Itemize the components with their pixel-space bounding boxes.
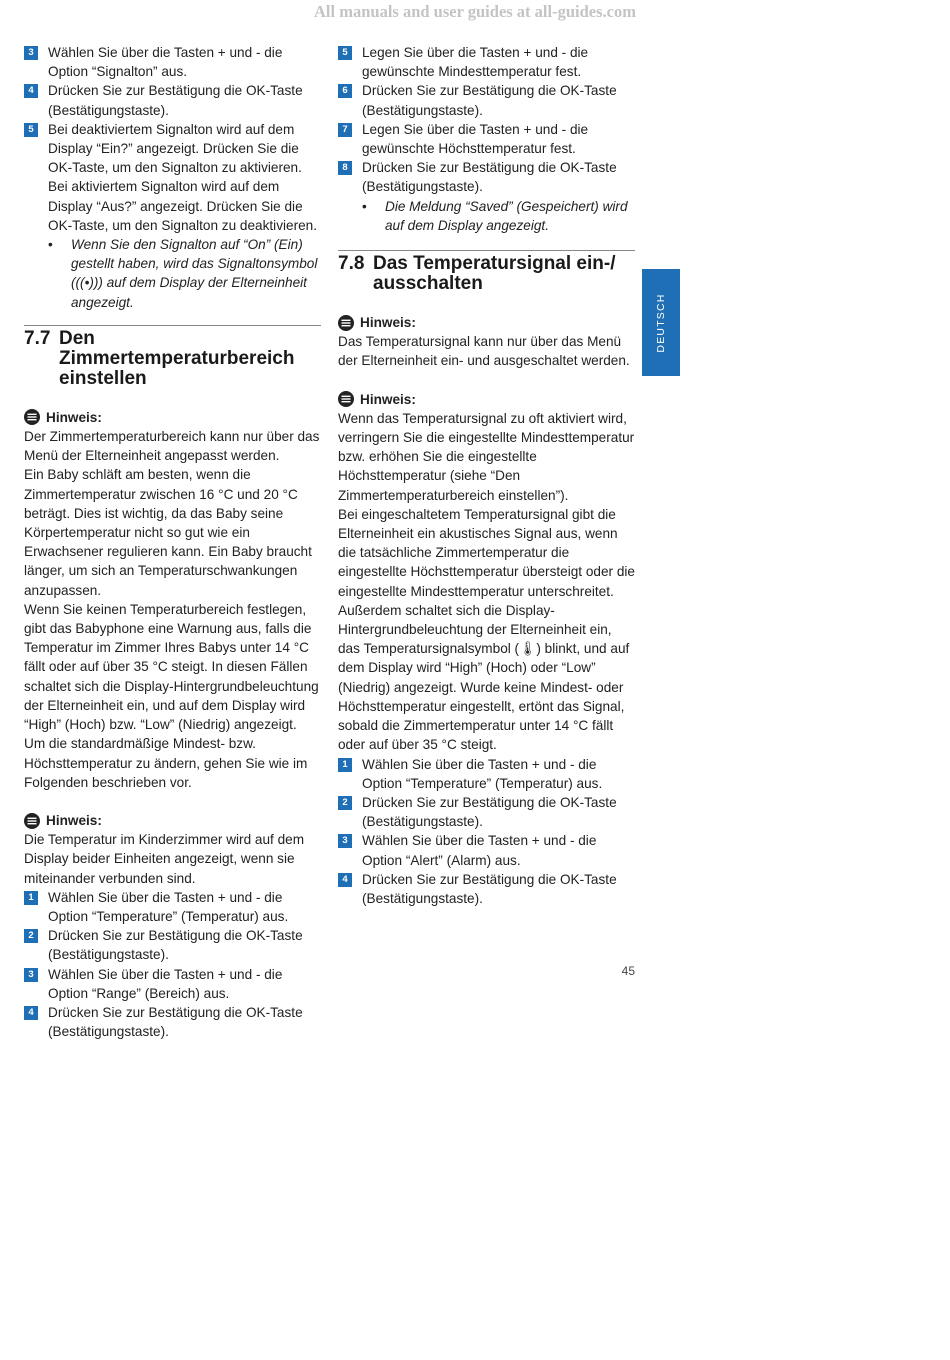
bullet-dot: • [362, 198, 367, 214]
section-title: Das Temperatursignal ein-/ ausschalten [373, 253, 616, 295]
step-item [338, 81, 635, 119]
step-text: Legen Sie über die Tasten + und - die gewünschte Mindesttemperatur fest. [362, 45, 589, 80]
step-item [338, 793, 635, 831]
step-text: Wählen Sie über die Tasten + und - die Option “Temperature” (Temperatur) aus. [48, 889, 289, 924]
step-text: Wählen Sie über die Tasten + und - die Option “Alert” (Alarm) aus. [362, 833, 597, 868]
step-number: 6 [338, 84, 352, 98]
step-text: Bei deaktiviertem Signalton wird auf dem Display “Ein?” angezeigt. Drücken Sie die OK-Taste, um den Signalton zu aktivieren. Bei aktiviertem Signalton wird auf dem Display “Aus?” angezeigt. Drücken Sie die OK-Taste, um den Signalton zu deaktivieren. [48, 121, 318, 233]
bullet-text: Wenn Sie den Signalton auf “On” (Ein) gestellt haben, wird das Signaltonsymbol (((•))) auf dem Display der Elterneinheit angezeigt. [71, 237, 318, 310]
step-text: Drücken Sie zur Bestätigung die OK-Taste (Bestätigungstaste). [362, 871, 617, 906]
step-text: Drücken Sie zur Bestätigung die OK-Taste (Bestätigungstaste). [48, 928, 303, 963]
step-text: Wählen Sie über die Tasten + und - die Option “Signalton” aus. [48, 45, 283, 80]
language-tab [642, 269, 680, 376]
paragraph: Wenn Sie keinen Temperaturbereich festlegen, gibt das Babyphone eine Warnung aus, falls die Temperatur im Zimmer Ihres Babys unter 14 °C fällt oder auf über 35 °C steigt. In diesen Fällen schaltet sich die Display-Hintergrundbeleuchtung der Elterneinheit ein, und auf dem Display wird “High” (Hoch) bzw. “Low” (Niedrig) angezeigt. Um die standardmäßige Mindest- bzw. Höchsttemperatur zu ändern, gehen Sie wie im Folgenden beschrieben vor. [24, 601, 319, 790]
left-column [24, 43, 321, 1041]
note-text: Wenn das Temperatursignal zu oft aktiviert wird, verringern Sie die eingestellte Mindesttemperatur bzw. erhöhen Sie die eingestellte Höchsttemperatur (siehe “Den Zimmertemperaturbereich einstellen”). [338, 410, 635, 503]
note-icon [24, 813, 40, 829]
step-number: 3 [338, 834, 352, 848]
bullet-item [338, 197, 635, 235]
language-tab-label: DEUTSCH [655, 292, 667, 353]
step-item [24, 120, 321, 235]
note-text: Der Zimmertemperaturbereich kann nur über das Menü der Elterneinheit angepasst werden. [24, 429, 320, 464]
step-number: 3 [24, 968, 38, 982]
bullet-text: Die Meldung “Saved” (Gespeichert) wird auf dem Display angezeigt. [385, 198, 628, 233]
note-text: Das Temperatursignal kann nur über das Menü der Elterneinheit ein- und ausgeschaltet werden. [338, 334, 630, 369]
step-item [24, 81, 321, 119]
paragraph: Bei eingeschaltetem Temperatursignal gibt die Elterneinheit ein akustisches Signal aus, wenn die tatsächliche Zimmertemperatur die eingestellte Höchsttemperatur übersteigt oder die eingestellte Mindesttemperatur unterschreitet. Außerdem schaltet sich die Display-Hintergrundbeleuchtung der Elterneinheit ein, das Temperatursignalsymbol (🌡) blinkt, und auf dem Display wird “High” (Hoch) oder “Low” (Niedrig) angezeigt. Wurde keine Mindest- oder Höchsttemperatur eingestellt, ertönt das Signal, sobald die Zimmertemperatur unter 14 °C fällt oder auf über 35 °C steigt. [338, 506, 635, 753]
note-icon [24, 409, 40, 425]
bullet-dot: • [48, 237, 53, 253]
step-text: Drücken Sie zur Bestätigung die OK-Taste (Bestätigungstaste). [362, 83, 617, 118]
section-heading [338, 254, 635, 294]
step-number: 8 [338, 161, 352, 175]
step-number: 5 [338, 46, 352, 60]
step-item [24, 965, 321, 1003]
step-item [338, 870, 635, 908]
note-block [338, 390, 635, 505]
note-heading [24, 811, 321, 830]
note-title: Hinweis: [360, 315, 416, 331]
note-block [338, 313, 635, 371]
note-heading [338, 390, 635, 409]
paragraph: Ein Baby schläft am besten, wenn die Zimmertemperatur zwischen 16 °C und 20 °C beträgt. Dies ist wichtig, da das Baby seine Körpertemperatur nicht so gut wie ein Erwachsener regulieren kann. Ein Baby braucht länger, um sich an Temperaturschwankungen anzupassen. [24, 467, 312, 598]
note-block [24, 408, 321, 466]
step-item [338, 120, 635, 158]
step-number: 7 [338, 123, 352, 137]
step-text: Wählen Sie über die Tasten + und - die Option “Range” (Bereich) aus. [48, 966, 283, 1001]
note-title: Hinweis: [46, 812, 102, 828]
bullet-item [24, 235, 321, 312]
step-item [338, 158, 635, 196]
note-heading [338, 313, 635, 332]
page-number: 45 [621, 964, 635, 978]
step-item [338, 43, 635, 81]
step-text: Drücken Sie zur Bestätigung die OK-Taste (Bestätigungstaste). [362, 794, 617, 830]
section-divider [24, 325, 321, 326]
step-number: 2 [338, 796, 352, 810]
section-number: 7.8 [338, 253, 365, 275]
note-icon [338, 391, 354, 407]
step-item [24, 926, 321, 964]
step-text: Drücken Sie zur Bestätigung die OK-Taste (Bestätigungstaste). [48, 1004, 303, 1040]
note-heading [24, 408, 321, 427]
note-text: Die Temperatur im Kinderzimmer wird auf dem Display beider Einheiten angezeigt, wenn sie miteinander verbunden sind. [24, 832, 305, 886]
section-heading [24, 329, 321, 389]
step-number: 4 [338, 873, 352, 887]
step-text: Drücken Sie zur Bestätigung die OK-Taste (Bestätigungstaste). [362, 160, 617, 195]
step-number: 1 [24, 891, 38, 905]
step-item [338, 755, 635, 793]
watermark: All manuals and user guides at all-guides.com [314, 2, 636, 21]
step-item [24, 888, 321, 926]
section-number: 7.7 [24, 327, 51, 349]
step-number: 3 [24, 46, 38, 60]
note-icon [338, 315, 354, 331]
step-item [24, 1003, 321, 1041]
step-text: Legen Sie über die Tasten + und - die gewünschte Höchsttemperatur fest. [362, 121, 589, 157]
step-number: 5 [24, 123, 38, 137]
section-title: Den Zimmertemperaturbereich einstellen [59, 327, 295, 389]
step-item [338, 831, 635, 869]
right-column [338, 43, 635, 908]
step-item [24, 43, 321, 81]
note-title: Hinweis: [46, 409, 102, 425]
step-number: 1 [338, 758, 352, 772]
step-number: 4 [24, 1006, 38, 1020]
step-number: 2 [24, 929, 38, 943]
section-divider [338, 250, 635, 251]
note-block [24, 811, 321, 888]
step-text: Wählen Sie über die Tasten + und - die Option “Temperature” (Temperatur) aus. [362, 756, 603, 791]
note-title: Hinweis: [360, 391, 416, 407]
step-number: 4 [24, 84, 38, 98]
step-text: Drücken Sie zur Bestätigung die OK-Taste (Bestätigungstaste). [48, 83, 303, 118]
